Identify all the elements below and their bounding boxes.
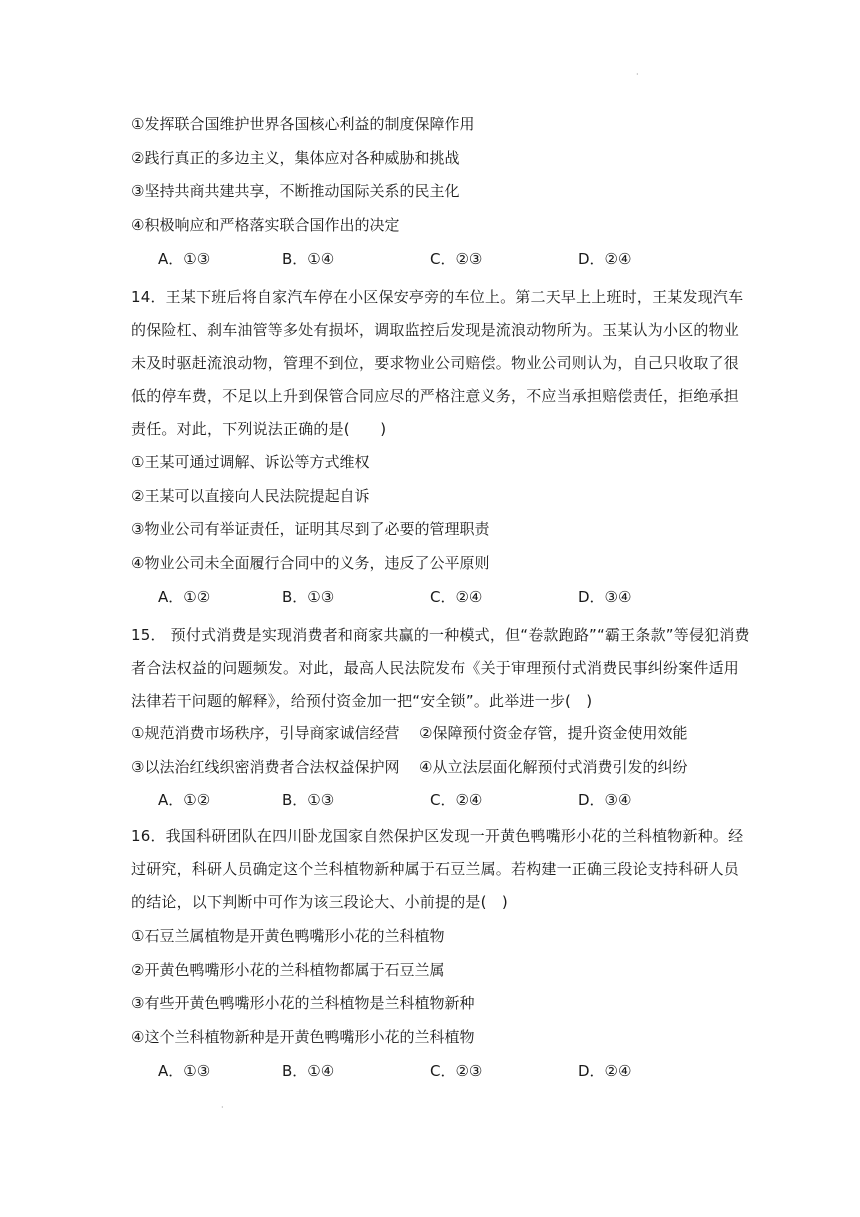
q16-item-3: ③有些开黄色鸭嘴形小花的兰科植物是兰科植物新种 (131, 994, 475, 1012)
q14-item-4: ④物业公司未全面履行合同中的义务，违反了公平原则 (131, 554, 490, 572)
q14-item-3: ③物业公司有举证责任，证明其尽到了必要的管理职责 (131, 520, 490, 538)
q14-item-2: ②王某可以直接向人民法院提起自诉 (131, 487, 370, 505)
q13-item-4: ④积极响应和严格落实联合国作出的决定 (131, 216, 400, 234)
q16-stem (131, 826, 744, 925)
q16-item-1: ①石豆兰属植物是开黄色鸭嘴形小花的兰科植物 (131, 927, 445, 945)
q14-option-b[interactable]: B．①③ (282, 588, 335, 606)
q14-option-a[interactable]: A．①② (158, 588, 211, 606)
q16-stem-line: 的结论，以下判断中可作为该三段论大、小前提的是( ) (131, 893, 508, 911)
q14-stem-line: 未及时驱赶流浪动物，管理不到位，要求物业公司赔偿。物业公司则认为，自己只收取了很 (131, 354, 740, 372)
q15-stem (131, 625, 750, 724)
scan-mark-top: · (636, 70, 639, 79)
q15-option-c[interactable]: C．②④ (430, 791, 483, 809)
scan-mark-bottom: · (221, 1103, 224, 1112)
q14-option-c[interactable]: C．②④ (430, 588, 483, 606)
q14-item-1: ①王某可通过调解、诉讼等方式维权 (131, 453, 370, 471)
q16-option-c[interactable]: C．②③ (430, 1062, 483, 1080)
q14-stem-line: 低的停车费，不足以上升到保管合同应尽的严格注意义务，不应当承担赔偿责任，拒绝承担 (131, 387, 740, 405)
q15-item-3: ③以法治红线织密消费者合法权益保护网 (131, 758, 400, 776)
q14-option-d[interactable]: D．③④ (578, 588, 632, 606)
q16-item-4: ④这个兰科植物新种是开黄色鸭嘴形小花的兰科植物 (131, 1028, 475, 1046)
q15-stem-line: 15． 预付式消费是实现消费者和商家共赢的一种模式，但“卷款跑路”“霸王条款”等侵犯消费 (131, 626, 750, 644)
q13-option-a[interactable]: A．①③ (158, 250, 211, 268)
q13-option-c[interactable]: C．②③ (430, 250, 483, 268)
q14-stem-line: 的保险杠、刹车油管等多处有损坏，调取监控后发现是流浪动物所为。玉某认为小区的物业 (131, 321, 740, 339)
q16-option-a[interactable]: A．①③ (158, 1062, 211, 1080)
q15-item-4: ④从立法层面化解预付式消费引发的纠纷 (419, 758, 688, 776)
q13-item-1: ①发挥联合国维护世界各国核心利益的制度保障作用 (131, 115, 475, 133)
q13-option-d[interactable]: D．②④ (578, 250, 632, 268)
q15-option-d[interactable]: D．③④ (578, 791, 632, 809)
q15-stem-line: 者合法权益的问题频发。对此，最高人民法院发布《关于审理预付式消费民事纠纷案件适用 (131, 659, 740, 677)
q16-option-d[interactable]: D．②④ (578, 1062, 632, 1080)
q15-option-b[interactable]: B．①③ (282, 791, 335, 809)
q13-item-2: ②践行真正的多边主义，集体应对各种威胁和挑战 (131, 149, 460, 167)
q16-stem-line: 过研究，科研人员确定这个兰科植物新种属于石豆兰属。若构建一正确三段论支持科研人员 (131, 860, 740, 878)
q16-stem-line: 16．我国科研团队在四川卧龙国家自然保护区发现一开黄色鸭嘴形小花的兰科植物新种。经 (131, 827, 744, 845)
q13-item-3: ③坚持共商共建共享，不断推动国际关系的民主化 (131, 182, 460, 200)
q16-item-2: ②开黄色鸭嘴形小花的兰科植物都属于石豆兰属 (131, 961, 445, 979)
q15-stem-line: 法律若干问题的解释》，给预付资金加一把“安全锁”。此举进一步( ) (131, 692, 593, 710)
q15-item-2: ②保障预付资金存管，提升资金使用效能 (419, 724, 688, 742)
q14-stem-line: 14．王某下班后将自家汽车停在小区保安亭旁的车位上。第二天早上上班时，王某发现汽车 (131, 288, 744, 306)
q14-stem-line: 责任。对此，下列说法正确的是( ) (131, 420, 387, 438)
q14-stem (131, 287, 744, 452)
q16-option-b[interactable]: B．①④ (282, 1062, 335, 1080)
q15-item-1: ①规范消费市场秩序，引导商家诚信经营 (131, 724, 400, 742)
q15-option-a[interactable]: A．①② (158, 791, 211, 809)
q13-option-b[interactable]: B．①④ (282, 250, 335, 268)
